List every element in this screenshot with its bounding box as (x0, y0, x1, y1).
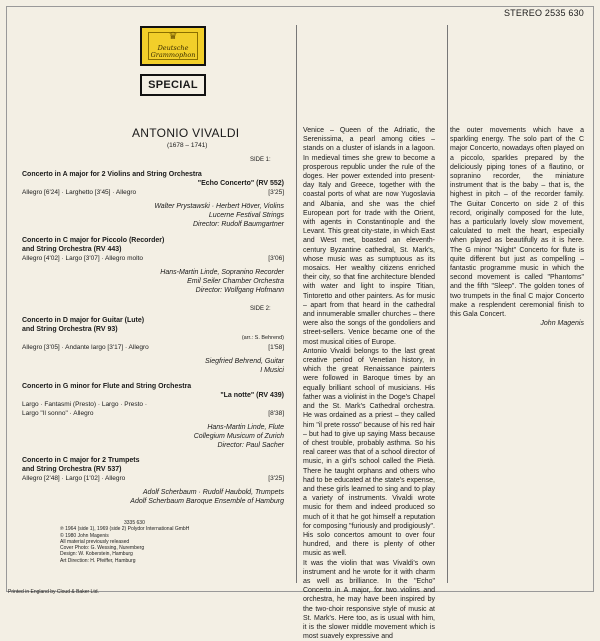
performer-credit: Siegfried Behrend, Guitar (205, 358, 284, 365)
movements: Allegro [6'24] · Larghetto [3'45] · Allegro (22, 189, 137, 196)
copyright-line: © 1980 John Magenis (60, 532, 109, 539)
work-title: Concerto in C major for 2 Trumpets (22, 457, 140, 464)
side2-label: SIDE 2: (250, 306, 271, 312)
work-title: Concerto in C major for Piccolo (Recorder) (22, 237, 165, 244)
production-credits (60, 520, 189, 564)
ensemble-credit: I Musici (260, 367, 284, 374)
movements: Largo · Fantasmi (Presto) · Largo · Presto · (22, 401, 147, 408)
series-badge: SPECIAL (140, 74, 206, 96)
movement-time: [8'38] (268, 410, 284, 417)
arranger-note: (arr.: S. Behrend) (241, 335, 284, 341)
work-entry (22, 316, 284, 375)
crown-icon: ♛ (168, 31, 178, 42)
printer-credit: Printed in England by Cloud & Baker Ltd. (8, 589, 99, 595)
production-catalog: 3335 630 (124, 520, 145, 526)
logo-line1: Deutsche (157, 44, 189, 52)
deutsche-grammophon-logo (140, 26, 206, 66)
ensemble-credit: Collegium Musicum of Zurich (193, 433, 284, 440)
movements: Allegro [4'02] · Largo [3'07] · Allegro molto (22, 255, 143, 262)
notes-column-2 (450, 126, 584, 328)
work-subtitle: and String Orchestra (RV 93) (22, 326, 118, 333)
reissue-note: All material previously released (60, 538, 130, 545)
movements: Allegro [2'48] · Largo [1'02] · Allegro (22, 475, 126, 482)
column-divider (296, 25, 297, 583)
movements: Allegro [3'05] · Andante largo [3'17] · Allegro (22, 344, 149, 351)
director-credit: Director: Paul Sacher (217, 442, 284, 449)
notes-paragraph: the outer movements which have a sparkling energy. The solo part of the C major Concerto, nowadays often played on a piccolo, sparkles prepared by the deliciously piping tones of a flautino, or sopranino recorder, the miniature instrument that is the baby – that is, the highest in pitch – of the recorder family. The Guitar Concerto on side 2 of this record, originally composed for the lute, has a particularly lovely slow movement, calculated to melt the heart, especially when played as beautifully as it is here. The G minor "Night" Concerto for flute is quite different but just as compelling – fantastic programme music in which the second movement is called "Phantoms" and the fifth "Sleep". The golden tones of two trumpets in the final C major Concerto make a resplendent ceremonial finish to this Gala Concert. (450, 127, 584, 319)
work-entry (22, 382, 284, 450)
notes-paragraph: Venice – Queen of the Adriatic, the Serenissima, a pearl among cities – stands on a cluster of islands in a lagoon. In medieval times she grew to become a prosperous republic under the rule of the doges. Her power extended into present-day Italy and Greece, together with the coastal ports of what are now Yugoslavia and Albania, and she was the chief European port for trade with the Orient, with agents in Constantinople and the Levant. This great city-state, in which East and West met, boasted an eleventh-century Byzantine cathedral, St. Mark's, whose music was as sumptuous as its mosaics. Her wealthy citizens enriched their city, so that fine architecture blended with water and light to inspire Titian, Tintoretto and other painters. As for music – apart from that heard in the cathedral and innumerable smaller churches – there were also the songs of the gondoliers and street-sellers. Venice became one of the most musical cities of Europe. (303, 127, 435, 346)
composer-dates: (1678 – 1741) (167, 142, 208, 149)
director-credit: Director: Wolfgang Hofmann (195, 287, 284, 294)
work-subtitle: "La notte" (RV 439) (220, 392, 284, 399)
notes-column-1 (303, 126, 435, 641)
director-credit: Director: Rudolf Baumgartner (192, 221, 284, 228)
side1-label: SIDE 1: (250, 157, 271, 163)
column-divider (447, 25, 448, 583)
performer-credit: Hans-Martin Linde, Flute (207, 424, 284, 431)
composer-name: ANTONIO VIVALDI (132, 126, 240, 140)
work-title: Concerto in G minor for Flute and String Orchestra (22, 383, 192, 390)
performer-credit: Adolf Scherbaum · Rudolf Haubold, Trumpets (142, 489, 284, 496)
performer-credit: Hans-Martin Linde, Sopranino Recorder (160, 269, 284, 276)
movement-time: [1'58] (268, 344, 284, 351)
work-title: Concerto in D major for Guitar (Lute) (22, 317, 145, 324)
catalog-number: STEREO 2535 630 (503, 8, 584, 18)
author-signature: John Magenis (540, 320, 584, 328)
cover-credit: Cover Photo: G. Wessing, Nuremberg (60, 545, 145, 552)
work-subtitle: and String Orchestra (RV 443) (22, 246, 122, 253)
performer-credit: Walter Prystawski · Herbert Höver, Violins (154, 203, 284, 210)
work-entry (22, 170, 284, 229)
logo-line2: Grammophon (150, 51, 196, 59)
ensemble-credit: Adolf Scherbaum Baroque Ensemble of Hamburg (130, 498, 284, 505)
work-entry (22, 456, 284, 506)
movement-time: [3'06] (268, 255, 284, 262)
movement-time: [3'25] (268, 475, 284, 482)
notes-paragraph: It was the violin that was Vivaldi's own instrument and he wrote for it with charm as well as brilliance. In the "Echo" Concerto in A major, for two violins and orchestra, he may have been inspired by the two-choir responsive style of music at St. Mark's. Here too, as is usual with him, it is the slower middle movement which is most suavely expressive and (303, 559, 435, 641)
work-title: Concerto in A major for 2 Violins and String Orchestra (22, 171, 202, 178)
design-credit: Design: W. Koberstein, Hamburg (60, 551, 133, 558)
phonogram-line: ℗ 1964 (side 1), 1969 (side 2) Polydor International GmbH (60, 526, 190, 533)
work-entry (22, 236, 284, 295)
ensemble-credit: Emil Seiler Chamber Orchestra (187, 278, 284, 285)
movements-continued: Largo "Il sonno" · Allegro (22, 410, 94, 417)
movement-time: [3'25] (268, 189, 284, 196)
notes-paragraph: Antonio Vivaldi belongs to the last great creative period of Venetian history, in which the great Renaissance painters were followed in Baroque times by an equally brilliant school of musicians. His father was a violinist in the Doge's Chapel and the St. Mark's Cathedral orchestra. He was ordained as a priest – they called him "il prete rosso" because of his red hair – but had to give up saying Mass because of chest trouble, probably asthma. So his real career was that of a school director of music, in a girl's school called the Pietà. There he taught orphans and others who had to be educated at the state's expense, and these girls learned to sing and to play a variety of instruments. Vivaldi wrote music for them and indeed produced so much of it that he got himself a reputation for composing "furiously and prodigiously". His solo concertos amount to over four hundred, and there is plenty of other music as well. (303, 347, 435, 558)
art-direction-credit: Art Direction: H. Pfeiffer, Hamburg (60, 557, 136, 564)
ensemble-credit: Lucerne Festival Strings (208, 212, 284, 219)
work-subtitle: and String Orchestra (RV 537) (22, 466, 122, 473)
work-subtitle: "Echo Concerto" (RV 552) (197, 180, 284, 187)
